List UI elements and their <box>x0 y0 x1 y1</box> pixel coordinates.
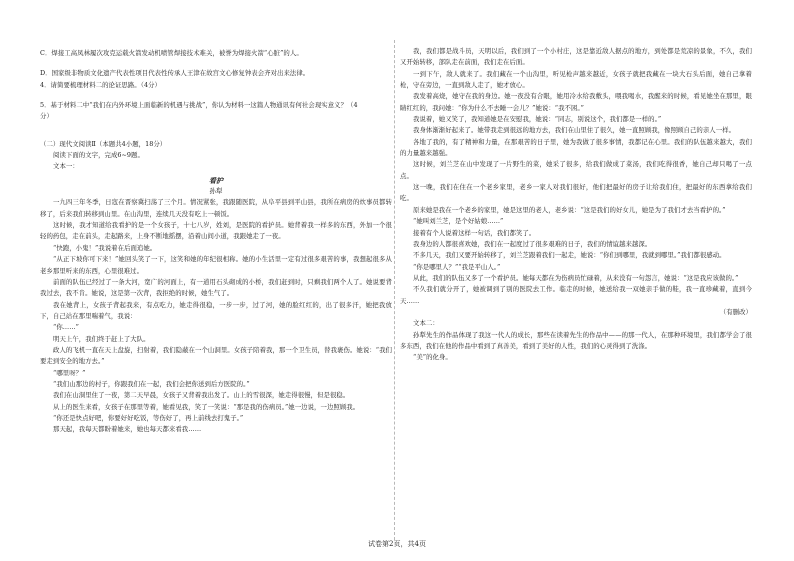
option-d: D．国家级非物质文化遗产代表性项目代表性传承人王津在故宫文心修复钟表会齐对出来法律。 <box>40 69 310 78</box>
paragraph: 从上的医生来看，女孩子在那里等着，她看见我，笑了一笑说：“那是我的伤病员。”她一边说，一边照顾我。 <box>53 402 360 411</box>
paragraph: 这时候，我才知道给我看护的是一个女孩子，十七八岁，姓刘，是医院的看护员。她背着我一样多的东西，外加一个很轻的药包，走在前头，走起路来，上身不断地摇摆，沿着山间小道，我跟她走了一夜。 <box>40 221 392 241</box>
paragraph: “哪里呀？” <box>53 368 86 377</box>
paragraph: 我身边的人都很喜欢她，我们在一起度过了很多艰难的日子，我们的情谊越来越深。 <box>413 239 652 248</box>
paragraph: 孙犁先生的作品体现了我这一代人的成长，那些在读着先生的作品中——的那一代人，在那种环境里，我们都学会了很多东西，我们在他的作品中看到了真善美，看到了美好的人性，我们的心灵得到了洗涤。 <box>400 330 752 350</box>
source-note: （有删改） <box>719 307 752 316</box>
paragraph: 政人的飞机一直在天上盘旋，扫射着，我们隐蔽在一个山洞里。女孩子陪着我，那一个卫生员，替我裹伤。她说：“我们要走到安全的地方去。” <box>40 345 392 366</box>
paragraph: 这一晚，我们在住在一个老乡家里，老乡一家人对我们很好，他们把最好的房子让给我们住，把最好的东西拿给我们吃。 <box>400 183 752 203</box>
paragraph: 不多几天，我们又要开始转移了，刘兰芝跟着我们一起走，她说：“你们到哪里，我就到哪里。”我们都很感动。 <box>413 251 726 260</box>
paragraph: 一到下午，敌人就来了。我们藏在一个山沟里，听见枪声越来越近，女孩子就把我藏在一块大石头后面，她自己拿着枪，守在旁边，一直到敌人走了，她才放心。 <box>400 69 752 90</box>
paragraph: “快跑，小鬼！”我说着在后面追她。 <box>53 243 157 252</box>
section-heading: （二）现代文阅读Ⅱ（本题共4小题，18分） <box>40 139 167 148</box>
question-5-cont: 分） <box>40 112 53 121</box>
right-column <box>400 46 752 364</box>
paragraph: “你……” <box>53 323 79 332</box>
option-c: C．焊接工高凤林履次攻克运载火箭发动机喷管焊接技术难关，被誉为焊接火箭“心脏”的人。 <box>40 49 303 57</box>
paragraph: 这时候，刘兰芝在山中发现了一片野生的菜，她采了很多，给我们做成了菜汤，我们吃得很香，她自己却只喝了一点点。 <box>400 160 752 180</box>
paragraph: “美”的化身。 <box>413 353 452 362</box>
left-column <box>40 48 392 436</box>
paragraph: 我发着高烧，她守在我的身边。她一夜没有合眼，她用冷水给我敷头，喂我喝水，我醒来的时候，看见她坐在那里，眼睛红红的，我问她：“你为什么不去睡一会儿？”她说：“我不困。” <box>400 92 752 112</box>
question-5: 5．基于材料二中“我们在内外环境上面临新的机遇与挑战”，你认为材料一这篇人物通讯有何社会现实意义？（4 <box>40 101 358 110</box>
paragraph: “我们山那边的村子，你跟我们在一起，我们会把你送到后方医院的。” <box>53 379 250 388</box>
paragraph: “从正下坡你可下来！”她回头笑了一下，这笑和她的年纪很相称。她的小生活里一定有过很多艰苦的事，我想起很多从老乡那里听来的东西，心里很难过。 <box>40 255 392 275</box>
paragraph: “你还是快点好吧，你要好好吃饭，等伤好了，再上前线去打鬼子。” <box>53 413 244 422</box>
paragraph: 我们在山洞里住了一夜，第二天早晨，女孩子又背着我出发了。山上的雪很深，她走得很慢，但是很稳。 <box>53 391 350 400</box>
reading-instruction: 阅读下面的文字，完成6~9题。 <box>53 151 144 160</box>
text1-label: 文本一： <box>53 162 79 171</box>
paragraph: “你是哪里人？”“我是平山人。” <box>413 262 501 271</box>
paragraph: 各地了我的，有了精神和力量，在那艰苦的日子里，她为我做了很多事情，我都记在心里。我们的队伍越来越大，我们的力量越来越强。 <box>400 137 752 158</box>
question-4: 4．请简要梳理材料二的论证思路。（4分） <box>40 80 161 89</box>
paragraph: 一九四三年冬季，日寇在晋察冀扫荡了三个月。情况紧张，我跟随医院，从阜平县到平山县，我所在病房的炊事员都转移了，后来我们转移到山里。在山沟里，连续几天没有吃上一顿饭。 <box>40 198 392 218</box>
paragraph: 我身体渐渐好起来了。她带我走到很远的地方去，我们在山里住了很久，她一直照顾我，像照顾自己的亲人一样。 <box>413 126 736 135</box>
paragraph: 前面的队伍已经过了一条大河，宽广的河面上，有一道用石头砌成的小桥，我们赶到时，只剩我们两个人了。她说要背我过去，我不肯。她说，这是第一次背，我拒绝的时候，她生气了。 <box>40 277 392 298</box>
paragraph: 接着有个人说着这样一句话，我们都笑了。 <box>413 228 536 237</box>
paragraph: 我在她背上，女孩子背起我来，有点吃力，她走得很稳，一步一步，过了河，她的脸红红的，出了很多汗，她把我放下，自己站在那里喘着气，我说： <box>40 300 392 320</box>
paragraph: 我说着，她又笑了，我知道她是在安慰我，她说：“同志，别说这个，我们都是一样的。” <box>413 115 662 124</box>
article-title: 看护 <box>208 175 224 185</box>
column-divider <box>394 40 395 540</box>
article-author: 孙犁 <box>209 187 223 196</box>
paragraph: 从此，我们的队伍又多了一个看护员。她每天都在为伤病员忙碌着，从来没有一句怨言，她说：“这是我应该做的。” <box>413 273 739 282</box>
left-paragraphs <box>40 197 392 435</box>
paragraph: 明天上午，我们终于赶上了大队。 <box>53 334 150 343</box>
paragraph: 我，我们都是战斗员，天明以后，我们到了一个小村庄，这是靠近敌人据点的地方，到处都是荒凉的景象，不久，我们又开始转移，部队走在前面，我们走在后面。 <box>400 47 752 67</box>
text2-label: 文本二： <box>413 319 439 328</box>
paragraph: “她叫刘兰芝，是个好姑娘……” <box>413 217 504 226</box>
paragraph: 那天起，我每天都盼着她来，她也每天都来看我…… <box>53 425 202 434</box>
page-footer: 试卷第2页，共4页 <box>368 540 426 548</box>
paragraph: 不久我们就分开了，她被调到了别的医院去工作。临走的时候，她送给我一双她亲手做的鞋，我一直珍藏着，直到今天…… <box>400 285 752 305</box>
paragraph: 原来她是我在一个老乡的家里，她是这里的老人，老乡说：“这是我们的好女儿，她是为了我们才去当看护的。” <box>413 205 726 214</box>
text2-paragraphs <box>400 330 752 364</box>
right-paragraphs <box>400 46 752 307</box>
